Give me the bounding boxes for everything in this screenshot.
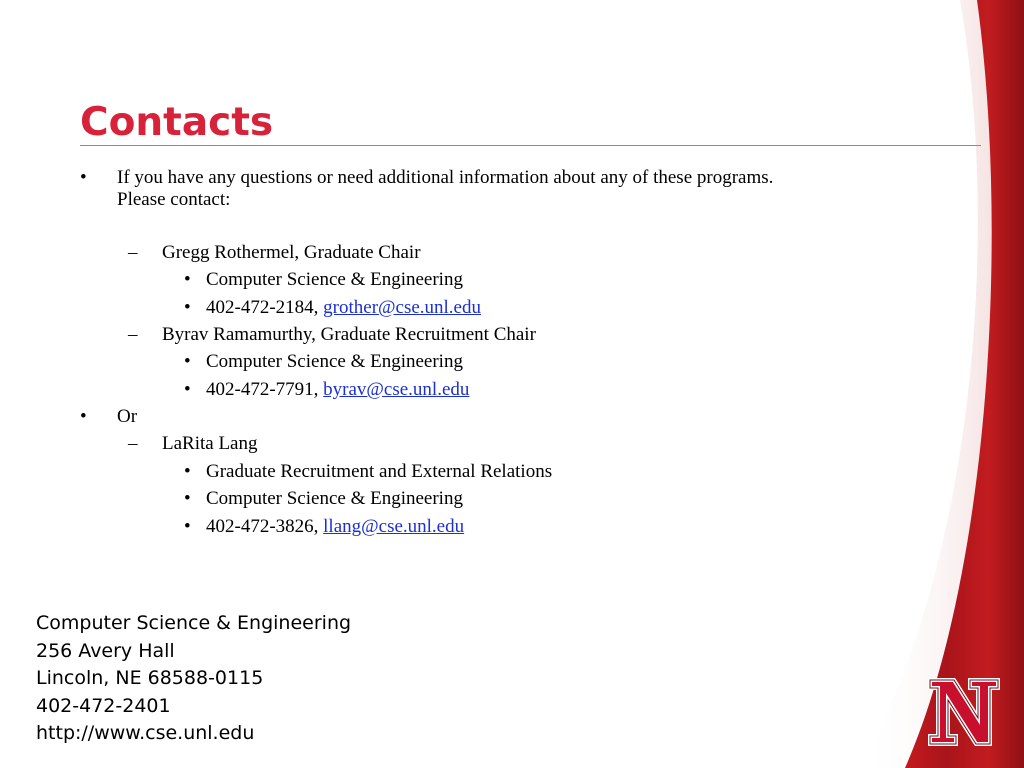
- bullet-icon: •: [184, 461, 191, 482]
- contact-phone-email: [206, 515, 464, 539]
- contact-phone: 402-472-3826,: [206, 516, 324, 537]
- contact-phone: 402-472-2184,: [206, 297, 324, 318]
- bullet-icon: •: [184, 379, 191, 400]
- contact-name: Gregg Rothermel, Graduate Chair: [162, 242, 421, 263]
- bullet-icon: •: [80, 167, 87, 188]
- or-label: Or: [117, 406, 138, 427]
- bullet-icon: •: [184, 269, 191, 290]
- dash-icon: –: [128, 242, 138, 263]
- intro-text-line1: If you have any questions or need additional information about any of these programs.: [117, 167, 774, 188]
- intro-text-line2: Please contact:: [117, 189, 231, 210]
- footer-url[interactable]: http://www.cse.unl.edu: [36, 722, 255, 744]
- contact-email-link[interactable]: grother@cse.unl.edu: [323, 297, 481, 318]
- footer-address: [36, 610, 351, 748]
- contact-department: Computer Science & Engineering: [206, 351, 463, 372]
- bullet-icon: •: [184, 351, 191, 372]
- contact-department: Computer Science & Engineering: [206, 488, 463, 509]
- bullet-icon: •: [80, 406, 87, 427]
- footer-department: Computer Science & Engineering: [36, 612, 352, 634]
- bullet-icon: •: [184, 297, 191, 318]
- contact-email-link[interactable]: llang@cse.unl.edu: [323, 516, 465, 537]
- footer-phone: 402-472-2401: [36, 694, 171, 717]
- bullet-icon: •: [184, 488, 191, 509]
- contact-department: Computer Science & Engineering: [206, 269, 463, 290]
- contact-email-link[interactable]: byrav@cse.unl.edu: [323, 379, 470, 400]
- footer-city: Lincoln, NE 68588-0115: [36, 667, 264, 689]
- contact-name: Byrav Ramamurthy, Graduate Recruitment Chair: [162, 324, 536, 345]
- dash-icon: –: [128, 324, 138, 345]
- nebraska-n-logo-icon: [926, 674, 1002, 748]
- contact-name: LaRita Lang: [162, 433, 258, 454]
- page-title: Contacts: [80, 100, 274, 145]
- contact-phone-email: [206, 378, 469, 402]
- footer-street: 256 Avery Hall: [36, 639, 175, 662]
- contact-phone: 402-472-7791,: [206, 379, 324, 400]
- contact-phone-email: [206, 296, 481, 320]
- contact-role: Graduate Recruitment and External Relations: [206, 461, 553, 482]
- bullet-icon: •: [184, 516, 191, 537]
- dash-icon: –: [128, 433, 138, 454]
